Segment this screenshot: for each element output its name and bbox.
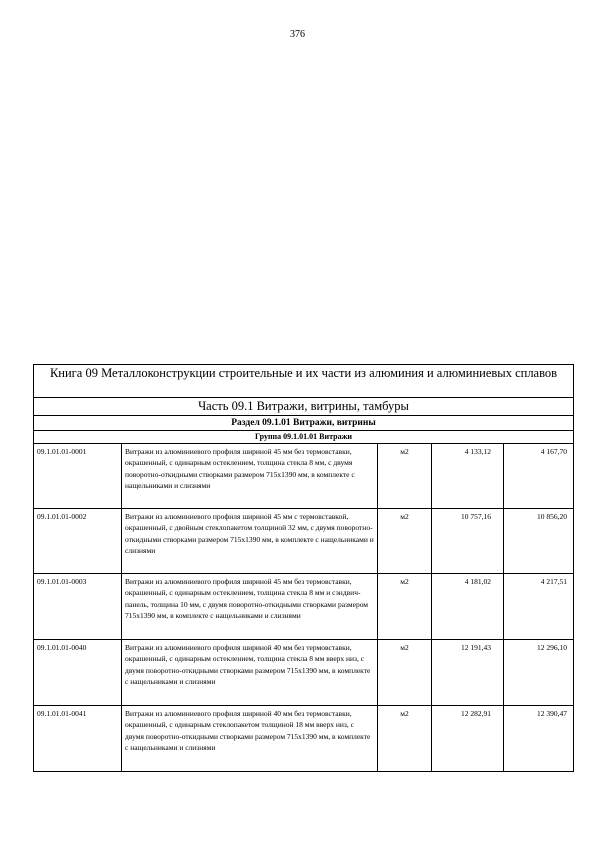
resource-description: Витражи из алюминиевого профиля шириной 40 мм без термовставки, окрашенный, с одинарным стеклопакетом толщиной 18 мм вверх низ, с двумя поворотно-откидными створками размером 715х1390 мм, в комплекте с нащельниками и слизнями (122, 706, 378, 772)
section-header-row (34, 416, 574, 431)
group-header-row (34, 431, 574, 444)
resource-description: Витражи из алюминиевого профиля шириной 45 мм без термовставки, окрашенный, с одинарным остеклением, толщина стекла 8 мм, с двумя поворотно-откидными створками размером 715х1390 мм, в комплекте с нащельниками и слизнями (122, 444, 378, 509)
resource-unit: м2 (378, 444, 432, 509)
table-row (34, 574, 574, 640)
resource-price-1: 12 282,91 (432, 706, 504, 772)
resource-price-1: 10 757,16 (432, 509, 504, 574)
price-table (33, 364, 574, 772)
part-title: Часть 09.1 Витражи, витрины, тамбуры (34, 398, 574, 416)
resource-code: 09.1.01.01-0040 (34, 640, 122, 706)
resource-code: 09.1.01.01-0001 (34, 444, 122, 509)
resource-description: Витражи из алюминиевого профиля шириной 45 мм без термовставки, окрашенный, с одинарным остеклением, толщина стекла 8 мм и сэндвич-панель, толщина 10 мм, с двумя поворотно-откидными створками размером 715х1390 мм, в комплекте с нащельниками и слизнями (122, 574, 378, 640)
resource-unit: м2 (378, 509, 432, 574)
resource-price-1: 4 181,02 (432, 574, 504, 640)
resource-description: Витражи из алюминиевого профиля шириной 45 мм с термовставкой, окрашенный, с двойным стеклопакетом толщиной 32 мм, с двумя поворотно-откидными створками размером 715х1390 мм, в комплекте с нащельниками и слизнями (122, 509, 378, 574)
table-row (34, 640, 574, 706)
resource-unit: м2 (378, 640, 432, 706)
page-number: 376 (290, 29, 305, 40)
resource-code: 09.1.01.01-0002 (34, 509, 122, 574)
part-header-row (34, 398, 574, 416)
resource-unit: м2 (378, 574, 432, 640)
book-title: Книга 09 Металлоконструкции строительные и их части из алюминия и алюминиевых сплавов (34, 365, 574, 398)
resource-price-1: 12 191,43 (432, 640, 504, 706)
book-header-row (34, 365, 574, 398)
resource-price-2: 12 390,47 (504, 706, 574, 772)
resource-code: 09.1.01.01-0041 (34, 706, 122, 772)
resource-price-1: 4 133,12 (432, 444, 504, 509)
group-title: Группа 09.1.01.01 Витражи (34, 431, 574, 444)
resource-description: Витражи из алюминиевого профиля шириной 40 мм без термовставки, окрашенный, с одинарным остеклением, толщина стекла 8 мм вверх низ, с двумя поворотно-откидными створками размером 715х1390 мм, в комплекте с нащельниками и слизнями (122, 640, 378, 706)
resource-unit: м2 (378, 706, 432, 772)
table-row (34, 509, 574, 574)
section-title: Раздел 09.1.01 Витражи, витрины (34, 416, 574, 431)
resource-price-2: 12 296,10 (504, 640, 574, 706)
table-row (34, 444, 574, 509)
resource-code: 09.1.01.01-0003 (34, 574, 122, 640)
resource-price-2: 4 217,51 (504, 574, 574, 640)
resource-price-2: 4 167,70 (504, 444, 574, 509)
resource-price-2: 10 856,20 (504, 509, 574, 574)
table-row (34, 706, 574, 772)
